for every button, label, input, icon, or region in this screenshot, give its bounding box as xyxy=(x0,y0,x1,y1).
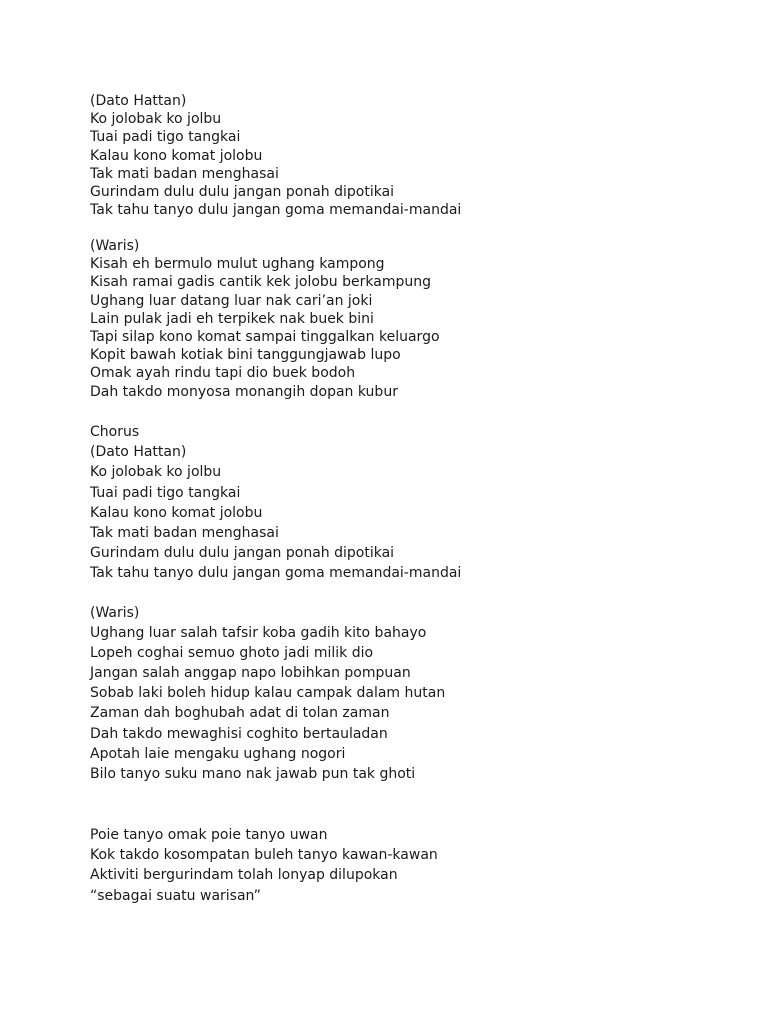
lyric-line: Apotah laie mengaku ughang nogori xyxy=(90,745,346,762)
lyric-line: Zaman dah boghubah adat di tolan zaman xyxy=(90,705,390,722)
lyric-line: Sobab laki boleh hidup kalau campak dalam hutan xyxy=(90,685,446,702)
lyric-line: (Waris) xyxy=(90,238,140,254)
lyric-line: Tak tahu tanyo dulu jangan goma memandai-mandai xyxy=(90,565,462,582)
chorus xyxy=(90,422,461,584)
lyric-line: (Waris) xyxy=(90,605,140,621)
lyric-line: Tapi silap kono komat sampai tinggalkan keluargo xyxy=(90,328,440,345)
lyric-line: (Dato Hattan) xyxy=(90,444,187,461)
lyric-line: Kisah ramai gadis cantik kek jolobu berkampung xyxy=(90,274,431,291)
lyric-line: Tuai padi tigo tangkai xyxy=(90,129,241,146)
lyric-line: Lain pulak jadi eh terpikek nak buek bini xyxy=(90,310,374,327)
lyric-line: Ko jolobak ko jolbu xyxy=(90,464,222,481)
lyric-line: Tak mati badan menghasai xyxy=(90,524,279,541)
lyric-line: Dah takdo monyosa monangih dopan kubur xyxy=(90,383,398,400)
lyric-line: Ughang luar datang luar nak cari’an joki xyxy=(90,292,373,309)
verse-dato-hattan-1 xyxy=(90,92,461,219)
lyric-line: Gurindam dulu dulu jangan ponah dipotikai xyxy=(90,545,395,562)
lyric-line: Lopeh coghai semuo ghoto jadi milik dio xyxy=(90,645,374,662)
lyric-line: Ko jolobak ko jolbu xyxy=(90,111,222,128)
lyric-line: Chorus xyxy=(90,424,140,440)
lyric-line: Omak ayah rindu tapi dio buek bodoh xyxy=(90,365,356,382)
lyric-line: “sebagai suatu warisan” xyxy=(90,887,261,904)
lyric-line: (Dato Hattan) xyxy=(90,93,187,109)
lyric-line: Gurindam dulu dulu jangan ponah dipotikai xyxy=(90,183,395,200)
lyric-line: Jangan salah anggap napo lobihkan pompuan xyxy=(90,665,411,682)
lyric-line: Kalau kono komat jolobu xyxy=(90,504,263,521)
lyric-line: Kok takdo kosompatan buleh tanyo kawan-kawan xyxy=(90,847,438,864)
verse-waris-1 xyxy=(90,237,440,401)
lyric-line: Tuai padi tigo tangkai xyxy=(90,484,241,501)
lyric-line: Tak tahu tanyo dulu jangan goma memandai-mandai xyxy=(90,202,462,219)
lyric-line: Tak mati badan menghasai xyxy=(90,165,279,182)
lyric-line: Dah takdo mewaghisi coghito bertauladan xyxy=(90,725,388,742)
lyric-line: Kalau kono komat jolobu xyxy=(90,147,263,164)
lyric-line: Kopit bawah kotiak bini tanggungjawab lupo xyxy=(90,347,401,364)
lyric-line: Kisah eh bermulo mulut ughang kampong xyxy=(90,256,385,273)
closing-verse xyxy=(90,825,438,906)
lyric-line: Bilo tanyo suku mano nak jawab pun tak ghoti xyxy=(90,765,416,782)
lyric-line: Ughang luar salah tafsir koba gadih kito bahayo xyxy=(90,625,427,642)
lyric-line: Poie tanyo omak poie tanyo uwan xyxy=(90,827,328,843)
lyric-line: Aktiviti bergurindam tolah lonyap dilupokan xyxy=(90,867,398,884)
verse-waris-2 xyxy=(90,603,445,784)
